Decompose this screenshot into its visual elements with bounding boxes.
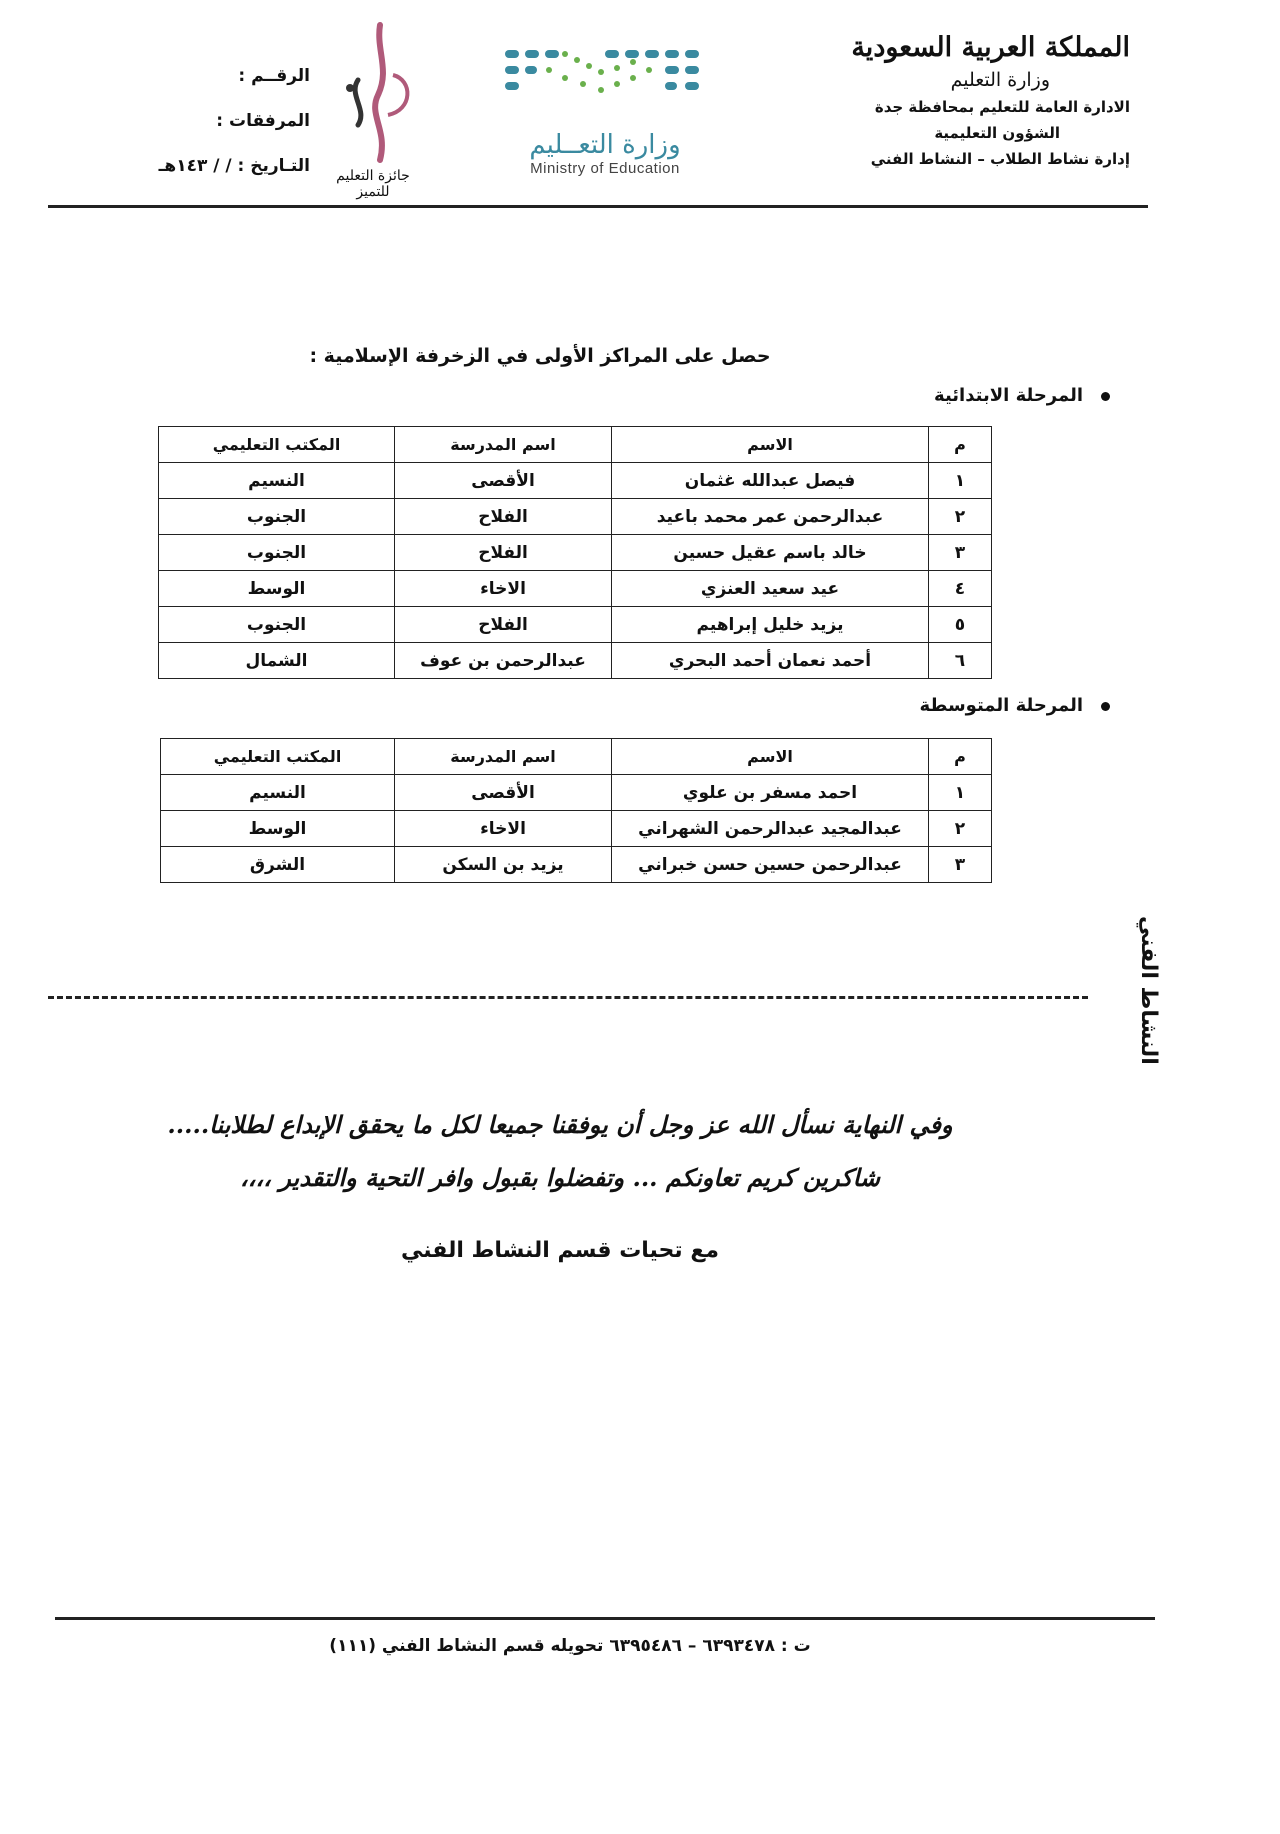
signature-line: مع تحيات قسم النشاط الفني	[401, 1238, 719, 1263]
letterhead-block	[800, 30, 1130, 172]
bullet-icon	[1101, 392, 1110, 401]
table-row: ٥ يزيد خليل إبراهيم الفلاح الجنوب	[159, 607, 992, 643]
results-table-primary	[158, 426, 992, 679]
table-row: ٦ أحمد نعمان أحمد البحري عبدالرحمن بن عوف الشمال	[159, 643, 992, 679]
table-row: ١ فيصل عبدالله غثمان الأقصى النسيم	[159, 463, 992, 499]
col-school: اسم المدرسة	[395, 739, 612, 775]
table-row: ٣ عبدالرحمن حسين حسن خبراني يزيد بن السكن الشرق	[161, 847, 992, 883]
moe-logo	[490, 40, 720, 177]
section-heading-intermediate: المرحلة المتوسطة	[710, 695, 1110, 716]
bullet-icon	[1101, 702, 1110, 711]
dashed-separator	[48, 996, 1088, 999]
results-table-intermediate	[160, 738, 992, 883]
affairs-line: الشؤون التعليمية	[934, 124, 1060, 142]
col-school: اسم المدرسة	[395, 427, 612, 463]
table-row: ٢ عبدالرحمن عمر محمد باعيد الفلاح الجنوب	[159, 499, 992, 535]
side-label: النشاط الفني	[1136, 916, 1161, 1065]
table-row: ١ احمد مسفر بن علوي الأقصى النسيم	[161, 775, 992, 811]
kingdom-name: المملكة العربية السعودية	[851, 32, 1130, 63]
table-row: ٢ عبدالمجيد عبدالرحمن الشهراني الاخاء الوسط	[161, 811, 992, 847]
table-header-row	[161, 739, 992, 775]
moe-english-name: Ministry of Education	[530, 160, 680, 177]
award-emblem-icon	[318, 20, 428, 170]
col-name: الاسم	[612, 739, 929, 775]
attachments-field: المرفقات :	[216, 111, 310, 131]
table-row: ٣ خالد باسم عقيل حسين الفلاح الجنوب	[159, 535, 992, 571]
section-heading-primary: المرحلة الابتدائية	[710, 385, 1110, 406]
header-divider	[48, 205, 1148, 208]
department-line: إدارة نشاط الطلاب – النشاط الفني	[870, 150, 1130, 168]
moe-arabic-name: وزارة التعــليم	[529, 130, 681, 160]
moe-dots-icon	[505, 40, 705, 120]
closing-line-2: شاكرين كريم تعاونكم ... وتفضلوا بقبول وافر التحية والتقدير ،،،،	[239, 1163, 881, 1192]
closing-line-1: وفي النهاية نسأل الله عز وجل أن يوفقنا جميعا لكل ما يحقق الإبداع لطلابنا.....	[167, 1110, 953, 1139]
footer-divider	[55, 1617, 1155, 1620]
award-name: جائزة التعليم للتميز	[336, 168, 410, 200]
date-field: التـاريخ : / / ١٤٣هـ	[158, 156, 310, 176]
directorate-line: الادارة العامة للتعليم بمحافظة جدة	[874, 98, 1130, 116]
award-logo	[318, 20, 428, 202]
document-title: حصل على المراكز الأولى في الزخرفة الإسلامية :	[309, 345, 771, 367]
col-office: المكتب التعليمي	[161, 739, 395, 775]
reference-fields	[70, 66, 310, 201]
number-field: الرقــم :	[238, 66, 310, 86]
col-num: م	[929, 427, 992, 463]
col-name: الاسم	[612, 427, 929, 463]
footer-contact: ت : ٦٣٩٣٤٧٨ – ٦٣٩٥٤٨٦ تحويله قسم النشاط الفني (١١١)	[329, 1636, 811, 1656]
table-row: ٤ عيد سعيد العنزي الاخاء الوسط	[159, 571, 992, 607]
table-header-row	[159, 427, 992, 463]
col-office: المكتب التعليمي	[159, 427, 395, 463]
ministry-name: وزارة التعليم	[950, 69, 1050, 91]
col-num: م	[929, 739, 992, 775]
